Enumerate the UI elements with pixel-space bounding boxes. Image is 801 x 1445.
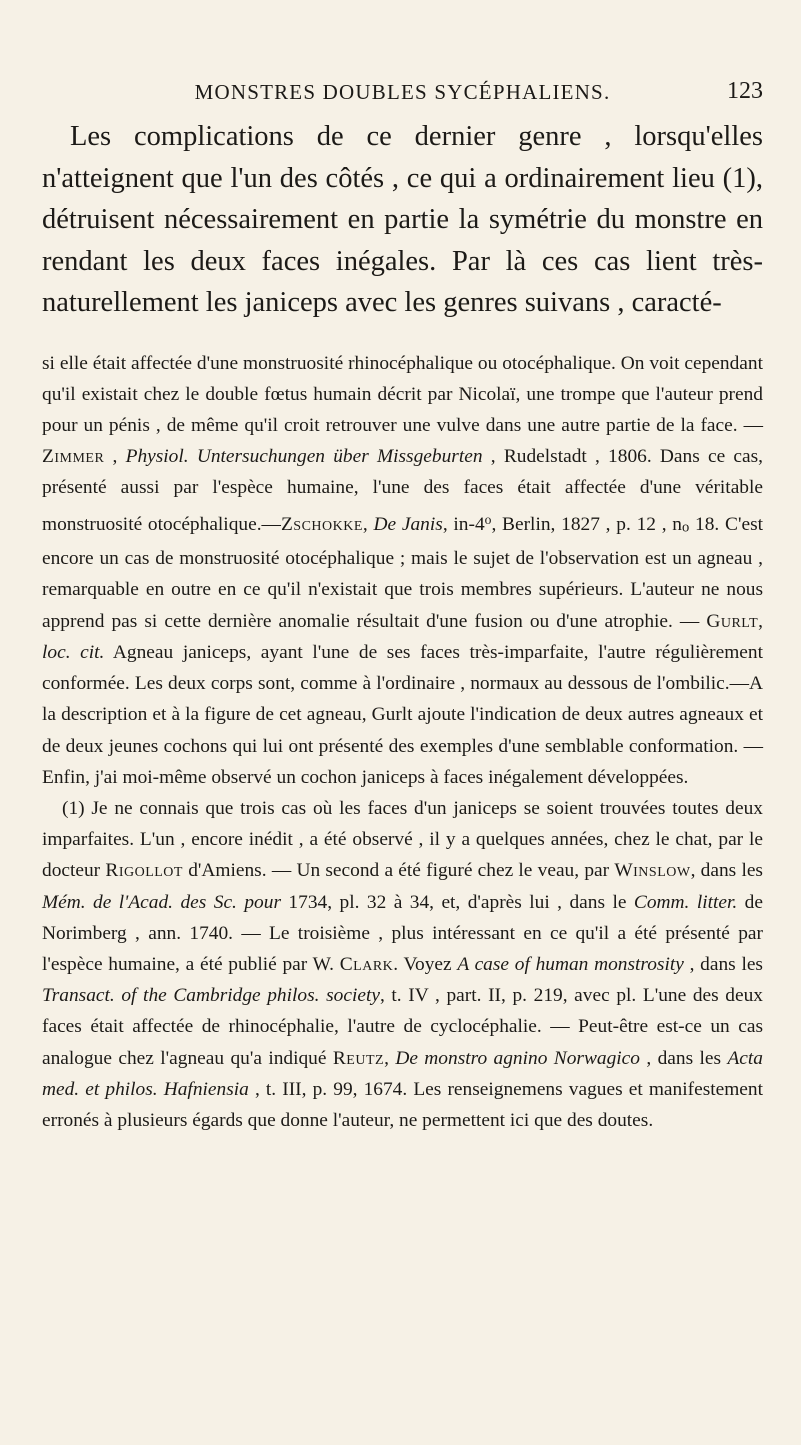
loc-cit: loc. cit. bbox=[42, 641, 105, 663]
author-winslow: Winslow bbox=[614, 860, 691, 882]
fn-text: , Berlin, 1827 , p. 12 , n bbox=[491, 513, 683, 535]
fn-text: d'Amiens. — Un second a été figuré chez le veau, par bbox=[182, 860, 615, 882]
page-header bbox=[42, 74, 763, 110]
fn-text: (1) Je ne connais que trois cas où les faces d'un janiceps se soient trouvées toutes deux imparfaites. L'un , encore inédit , a été observé , il y a quelques années, chez le chat, par le docteur bbox=[42, 797, 763, 882]
title-acta: Acta med. et philos. Hafniensia bbox=[42, 1047, 763, 1100]
running-title: MONSTRES DOUBLES SYCÉPHALIENS. bbox=[194, 80, 611, 104]
author-reutz: Reutz bbox=[332, 1047, 385, 1069]
fn-text: , bbox=[384, 1047, 396, 1069]
fn-text: , dans les bbox=[639, 1047, 728, 1069]
fn-text: Agneau janiceps, ayant l'une de ses faces très-imparfaite, l'autre régulièrement conformée. Les deux corps sont, comme à l'ordinaire , normaux au dessous de l'ombilic.—A la description et à la figure de cet agneau, Gurlt ajoute l'indication de deux autres agneaux et de deux jeunes cochons qui lui ont présenté des exemples d'une semblable conformation. — Enfin, j'ai moi-même observé un cochon janiceps à faces inégalement développées. bbox=[42, 641, 763, 788]
title-zimmer: Physiol. Untersuchungen über Missgeburten bbox=[125, 446, 483, 468]
fn-text: 18. C'est encore un cas de monstruosité otocéphalique ; mais le sujet de l'observation est un agneau , remarquable en outre en ce qu'il n'existait que trois membres supérieurs. L'auteur ne nous apprend pas si cette dernière anomalie résultait d'une fusion ou d'une atrophie. — bbox=[42, 513, 763, 632]
author-clark: Clark bbox=[339, 953, 394, 975]
fn-text: si elle était affectée d'une monstruosité rhinocéphalique ou otocéphalique. On voit cependant qu'il existait chez le double fœtus humain décrit par Nicolaï, une trompe que l'auteur prend pour un pénis , de même qu'il croit retrouver une vulve dans une autre partie de la face. — bbox=[42, 352, 763, 436]
title-case: A case of human monstrosity bbox=[457, 953, 684, 975]
fn-text: , dans les bbox=[683, 953, 763, 975]
book-page bbox=[0, 74, 801, 1445]
page-number: 123 bbox=[727, 78, 763, 104]
fn-text: , t. IV , part. II, p. 219, avec pl. L'une des deux faces était affectée de rhinocéphalie, l'autre de cyclocéphalie. — Peut-être est-ce un cas analogue chez l'agneau qu'a indiqué bbox=[42, 985, 763, 1069]
fn-text: , bbox=[758, 610, 763, 632]
degree-mark: o bbox=[484, 511, 492, 527]
footnote-continuation bbox=[42, 348, 763, 793]
numero-mark: o bbox=[682, 519, 690, 536]
title-comm-litter: Comm. litter. bbox=[633, 891, 738, 913]
fn-text: , bbox=[104, 446, 126, 468]
fn-text: , Rudelstadt , 1806. Dans ce cas, présenté aussi par l'espèce humaine, l'une des faces était affectée d'une véritable monstruosité otocéphalique.— bbox=[42, 446, 764, 535]
fn-text: , bbox=[362, 513, 374, 535]
footnote-1 bbox=[42, 793, 763, 1136]
title-de-monstro: De monstro agnino Norwagico bbox=[395, 1047, 640, 1069]
author-zschokke: Zschokke bbox=[280, 513, 363, 535]
title-transact: Transact. of the Cambridge philos. society bbox=[42, 985, 380, 1007]
fn-text: , in-4 bbox=[442, 513, 485, 535]
author-zimmer: Zimmer bbox=[42, 446, 105, 468]
title-de-janis: De Janis bbox=[373, 513, 443, 535]
author-gurlt: Gurlt bbox=[706, 610, 759, 632]
title-memoires: Mém. de l'Acad. des Sc. pour bbox=[42, 891, 281, 913]
fn-text: , t. III, p. 99, 1674. Les renseignemens vagues et manifestement erronés à plusieurs égards que donne l'auteur, ne permettent ici que des doutes. bbox=[42, 1078, 763, 1131]
fn-text: de Norimberg , ann. 1740. — Le troisième , plus intéressant en ce qu'il a été présenté par l'espèce humaine, a été publié par W. bbox=[42, 891, 763, 975]
fn-text: 1734, pl. 32 à 34, et, d'après lui , dans le bbox=[280, 891, 634, 913]
fn-text: , dans les bbox=[690, 860, 763, 882]
fn-text: . Voyez bbox=[393, 953, 458, 975]
footnotes bbox=[42, 348, 763, 1137]
main-paragraph: Les complications de ce dernier genre , lorsqu'elles n'atteignent que l'un des côtés , ce qui a ordinairement lieu (1), détruisent nécessairement en partie la symétrie du monstre en rendant les deux faces inégales. Par là ces cas lient très-naturellement les janiceps avec les genres suivans , caracté- bbox=[42, 121, 763, 318]
author-rigollot: Rigollot bbox=[105, 860, 183, 882]
